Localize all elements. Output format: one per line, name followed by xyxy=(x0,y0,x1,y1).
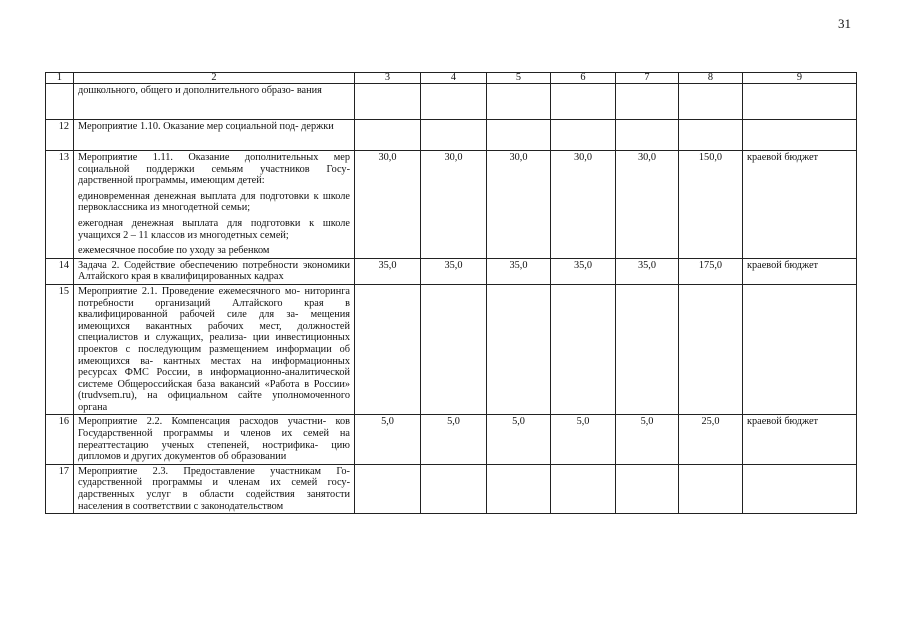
total-cell xyxy=(679,84,743,120)
value-cell xyxy=(355,84,421,120)
description-paragraph: Задача 2. Содействие обеспечению потребности экономики Алтайского края в квалифицированных кадрах xyxy=(78,259,350,283)
header-cell-3: 3 xyxy=(355,73,421,84)
funding-source-cell xyxy=(743,284,857,415)
header-cell-2: 2 xyxy=(74,73,355,84)
row-description xyxy=(74,415,355,464)
page-number: 31 xyxy=(838,16,851,31)
header-cell-5: 5 xyxy=(487,73,551,84)
program-measures-table xyxy=(45,72,857,514)
value-cell: 35,0 xyxy=(616,258,679,284)
value-cell: 5,0 xyxy=(551,415,616,464)
header-row xyxy=(46,73,857,84)
row-description xyxy=(74,284,355,415)
value-cell xyxy=(421,464,487,513)
value-cell: 5,0 xyxy=(616,415,679,464)
value-cell: 5,0 xyxy=(355,415,421,464)
description-paragraph: Мероприятие 1.10. Оказание мер социальной под- держки xyxy=(78,121,334,132)
value-cell xyxy=(421,84,487,120)
row-description xyxy=(74,120,355,151)
value-cell xyxy=(487,284,551,415)
total-cell: 25,0 xyxy=(679,415,743,464)
row-number: 12 xyxy=(46,120,74,151)
table-row xyxy=(46,464,857,513)
row-number: 14 xyxy=(46,258,74,284)
row-description xyxy=(74,151,355,259)
description-paragraph: дошкольного, общего и дополнительного образо- вания xyxy=(78,85,322,96)
value-cell: 30,0 xyxy=(551,151,616,259)
value-cell xyxy=(551,84,616,120)
value-cell xyxy=(551,464,616,513)
row-description xyxy=(74,464,355,513)
total-cell: 150,0 xyxy=(679,151,743,259)
funding-source-cell: краевой бюджет xyxy=(743,415,857,464)
value-cell xyxy=(487,464,551,513)
description-paragraph: единовременная денежная выплата для подготовки к школе первоклассника из многодетной семьи; xyxy=(78,190,350,214)
row-description xyxy=(74,258,355,284)
value-cell xyxy=(421,120,487,151)
value-cell: 30,0 xyxy=(616,151,679,259)
value-cell xyxy=(421,284,487,415)
value-cell xyxy=(487,120,551,151)
table-header xyxy=(46,73,857,84)
value-cell: 30,0 xyxy=(487,151,551,259)
value-cell: 5,0 xyxy=(487,415,551,464)
header-cell-9: 9 xyxy=(743,73,857,84)
description-paragraph: Мероприятие 2.1. Проведение ежемесячного мо- ниторинга потребности организаций Алтайского края в квалифицированной рабочей силе для за- мещения имеющихся вакантных рабочих мест, должностей специалистов и служащих, реализа- ции инвестиционных проектов с последующим размещением информации об имеющихся ва- кантных местах на информационных ресурсах ФМС России, в информационно-аналитической системе Общероссийская база вакансий «Работа в России» (trudvsem.ru), на официальном сайте уполномоченного органа xyxy=(78,285,350,413)
header-cell-4: 4 xyxy=(421,73,487,84)
row-number xyxy=(46,84,74,120)
funding-source-cell xyxy=(743,120,857,151)
value-cell xyxy=(616,120,679,151)
value-cell xyxy=(355,464,421,513)
total-cell xyxy=(679,120,743,151)
description-paragraph: Мероприятие 2.2. Компенсация расходов участни- ков Государственной программы и членов их семей на переаттестацию ученых степеней, нострифика- цию дипломов и других документов об образовании xyxy=(78,416,350,463)
value-cell xyxy=(616,84,679,120)
table-row xyxy=(46,84,857,120)
value-cell xyxy=(616,284,679,415)
value-cell: 35,0 xyxy=(551,258,616,284)
value-cell: 30,0 xyxy=(421,151,487,259)
total-cell xyxy=(679,464,743,513)
table-row xyxy=(46,120,857,151)
value-cell: 35,0 xyxy=(355,258,421,284)
table-row xyxy=(46,151,857,259)
funding-source-cell: краевой бюджет xyxy=(743,258,857,284)
table-row xyxy=(46,415,857,464)
header-cell-8: 8 xyxy=(679,73,743,84)
header-cell-6: 6 xyxy=(551,73,616,84)
funding-source-cell xyxy=(743,464,857,513)
value-cell xyxy=(355,284,421,415)
value-cell: 35,0 xyxy=(421,258,487,284)
row-description xyxy=(74,84,355,120)
table-body xyxy=(46,84,857,514)
row-number: 15 xyxy=(46,284,74,415)
value-cell xyxy=(616,464,679,513)
description-paragraph: Мероприятие 2.3. Предоставление участникам Го- сударственной программы и членам их семей госу- дарственных услуг в области содействия занятости населения в соответствии с законодательством xyxy=(78,465,350,512)
row-number: 13 xyxy=(46,151,74,259)
value-cell: 35,0 xyxy=(487,258,551,284)
description-paragraph: ежегодная денежная выплата для подготовки к школе учащихся 2 – 11 классов из многодетных семей; xyxy=(78,217,350,241)
header-cell-1: 1 xyxy=(46,73,74,84)
funding-source-cell xyxy=(743,84,857,120)
value-cell xyxy=(487,84,551,120)
row-number: 17 xyxy=(46,464,74,513)
value-cell xyxy=(551,120,616,151)
header-cell-7: 7 xyxy=(616,73,679,84)
table-row xyxy=(46,258,857,284)
total-cell: 175,0 xyxy=(679,258,743,284)
table-row xyxy=(46,284,857,415)
row-number: 16 xyxy=(46,415,74,464)
value-cell: 30,0 xyxy=(355,151,421,259)
description-paragraph: ежемесячное пособие по уходу за ребенком xyxy=(78,245,270,257)
total-cell xyxy=(679,284,743,415)
value-cell xyxy=(551,284,616,415)
value-cell xyxy=(355,120,421,151)
description-paragraph: Мероприятие 1.11. Оказание дополнительных мер социальной поддержки семьям участников Госу- дарственной программы, имеющим детей: xyxy=(78,152,350,187)
value-cell: 5,0 xyxy=(421,415,487,464)
funding-source-cell: краевой бюджет xyxy=(743,151,857,259)
